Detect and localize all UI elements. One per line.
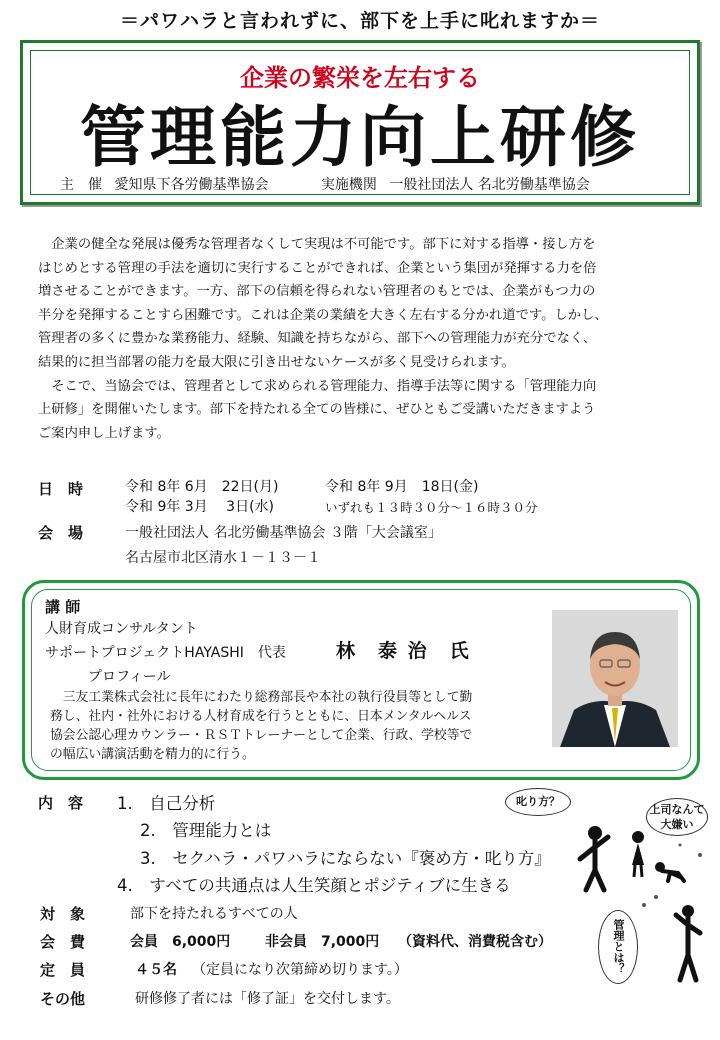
profile-text <box>50 688 542 764</box>
schedule-date-1: 令和 8年 6月 22日(月) <box>125 479 279 495</box>
intro-line: ご案内申し上げます。 <box>38 425 170 441</box>
target-label: 対 象 <box>40 905 86 923</box>
lecturer-photo <box>552 610 678 747</box>
organizer: 一般社団法人 名北労働基準協会 <box>389 177 590 193</box>
target-value: 部下を持たれるすべての人 <box>130 906 298 922</box>
lecturer-company: サポートプロジェクトHAYASHI 代表 <box>45 645 286 661</box>
profile-line: 務し、社内・社外における人材育成を行うとともに、日本メンタルヘルス <box>50 709 472 724</box>
fee-nonmember: 非会員 7,000円 <box>265 934 380 950</box>
speech-bubble-scold: 叱り方？ <box>505 788 571 816</box>
intro-line: 結果的に担当部署の能力を最大限に引き出せないケースが多く見受けられます。 <box>38 354 515 370</box>
venue-name: 一般社団法人 名北労働基準協会 ３階「大会議室」 <box>125 525 442 541</box>
other-value: 研修修了者には「修了証」を交付します。 <box>135 991 400 1007</box>
capacity-note: （定員になり次第締め切ります。） <box>192 962 408 978</box>
lecturer-role: 人財育成コンサルタント <box>45 621 198 637</box>
bubble-text-line: 大嫌い <box>660 818 694 831</box>
schedule-time: いずれも１３時３０分～１６時３０分 <box>325 500 538 515</box>
profile-line: の幅広い講演活動を精力的に行う。 <box>50 747 255 762</box>
contents-item-4: 4. すべての共通点は人生笑顔とポジティブに生きる <box>117 876 511 895</box>
contents-item-2: 2. 管理能力とは <box>140 821 272 840</box>
lecturer-name: 林 泰 治 氏 <box>336 640 471 662</box>
sponsor: 愛知県下各労働基準協会 <box>114 177 269 193</box>
intro-text <box>38 233 688 445</box>
tagline: ＝パワハラと言われずに、部下を上手に叱れますか＝ <box>119 10 600 32</box>
capacity-label: 定 員 <box>40 961 86 979</box>
portrait-image <box>552 610 678 747</box>
bubble-text-vertical: 管理とは？ <box>612 919 625 974</box>
fee-label: 会 費 <box>40 933 86 951</box>
intro-line: 管理者の多くに豊かな業務能力、経験、知識を持ちながら、部下への管理能力が充分でなく、 <box>38 331 597 347</box>
venue-address: 名古屋市北区清水１－１３－１ <box>125 550 321 566</box>
other-label: その他 <box>40 990 86 1008</box>
organizers <box>60 174 598 194</box>
capacity-value: ４５名 <box>135 962 177 978</box>
contents-item-1: 1. 自己分析 <box>117 794 216 813</box>
organizer-label: 実施機関 <box>320 177 377 193</box>
intro-line: はじめとする管理の手法を適切に実行することができれば、企業という集団が発揮する力を倍 <box>38 260 597 276</box>
lecturer-label: 講 師 <box>45 598 81 616</box>
profile-line: 協会公認心理カウンラー・ＲＳＴトレーナーとして企業、行政、学校等で <box>50 728 473 743</box>
contents-item-3: 3. セクハラ・パワハラにならない『褒め方・叱り方』 <box>140 849 551 868</box>
page-title: 管理能力向上研修 <box>80 99 640 176</box>
figures-icon <box>560 815 720 995</box>
venue-label: 会 場 <box>38 524 84 542</box>
fee-member: 会員 6,000円 <box>130 934 231 950</box>
intro-line: 企業の健全な発展は優秀な管理者なくして実現は不可能です。部下に対する指導・接し方を <box>38 237 596 252</box>
profile-label: プロフィール <box>88 669 171 685</box>
schedule-date-3: 令和 9年 3月 3日(水) <box>125 499 274 515</box>
intro-line: 上研修」を開催いたします。部下を持たれる全ての皆様に、ぜひともご受講いただきますよう <box>38 402 596 418</box>
fee-note: （資料代、消費税含む） <box>398 934 552 950</box>
subtitle: 企業の繁栄を左右する <box>240 64 480 92</box>
profile-line: 三友工業株式会社に長年にわたり総務部長や本社の執行役員等として勤 <box>62 690 473 705</box>
contents-label: 内 容 <box>38 794 84 812</box>
intro-line: 半分を発揮することすら困難です。これは企業の業績を大きく左右する分かれ道です。しかし、 <box>38 307 608 323</box>
intro-line: そこで、当協会では、管理者として求められる管理能力、指導手法等に関する「管理能力向 <box>38 378 597 394</box>
intro-line: 増させることができます。一方、部下の信頼を得られない管理者のもとでは、企業がもつ力の <box>38 284 596 300</box>
sponsor-label: 主 催 <box>60 177 102 193</box>
schedule-label: 日 時 <box>38 480 84 498</box>
bubble-text-line: 上司なんて <box>649 803 705 816</box>
schedule-date-2: 令和 8年 9月 18日(金) <box>325 479 479 495</box>
